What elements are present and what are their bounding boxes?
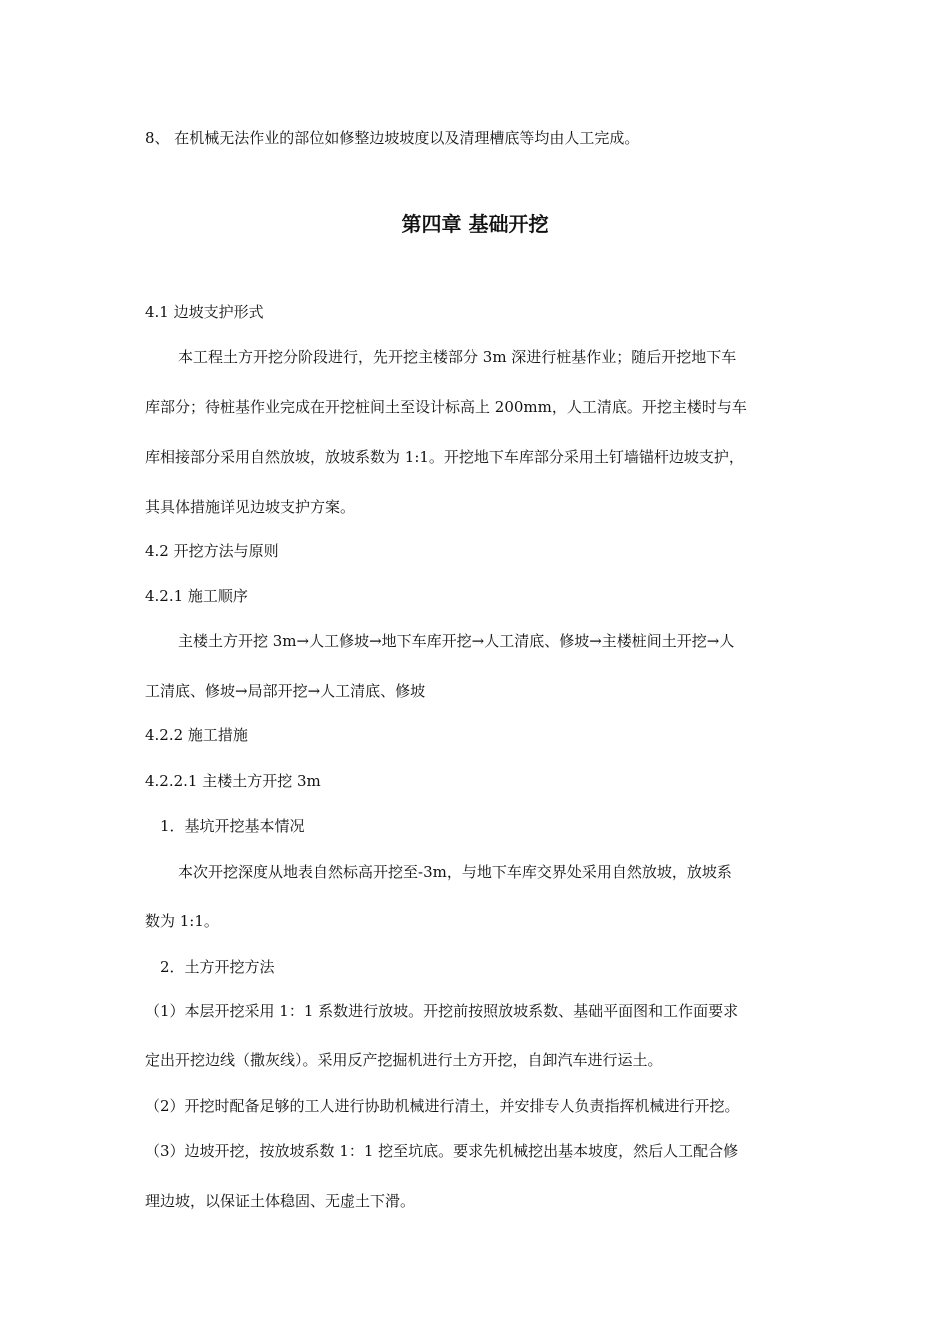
section-4-1-line-2: 库部分；待桩基作业完成在开挖桩间土至设计标高上 200mm，人工清底。开挖主楼时与车 <box>145 398 747 416</box>
sequence-line-1: 主楼土方开挖 3m→人工修坡→地下车库开挖→人工清底、修坡→主楼桩间土开挖→人 <box>178 632 735 650</box>
section-4-2-2-1-heading: 4.2.2.1 主楼土方开挖 3m <box>145 772 321 790</box>
section-4-2-heading: 4.2 开挖方法与原则 <box>145 542 279 560</box>
point-2-heading: 2．土方开挖方法 <box>160 958 275 976</box>
point-1-line-1: 本次开挖深度从地表自然标高开挖至-3m，与地下车库交界处采用自然放坡，放坡系 <box>178 863 732 881</box>
section-4-1-heading: 4.1 边坡支护形式 <box>145 303 264 321</box>
section-4-1-line-3: 库相接部分采用自然放坡，放坡系数为 1:1。开挖地下车库部分采用土钉墙锚杆边坡支护， <box>145 448 744 466</box>
point-1-heading: 1．基坑开挖基本情况 <box>160 817 305 835</box>
section-4-1-line-1: 本工程土方开挖分阶段进行，先开挖主楼部分 3m 深进行桩基作业；随后开挖地下车 <box>178 348 737 366</box>
point-1-line-2: 数为 1:1。 <box>145 912 219 930</box>
method-item-1-line-1: （1）本层开挖采用 1：1 系数进行放坡。开挖前按照放坡系数、基础平面图和工作面要求 <box>145 1002 739 1020</box>
item-8-text: 8、 在机械无法作业的部位如修整边坡坡度以及清理槽底等均由人工完成。 <box>145 129 640 147</box>
method-item-3-line-2: 理边坡，以保证土体稳固、无虚土下滑。 <box>145 1192 416 1210</box>
method-item-1-line-2: 定出开挖边线（撒灰线）。采用反产挖掘机进行土方开挖，自卸汽车进行运土。 <box>145 1051 663 1069</box>
chapter-title: 第四章 基础开挖 <box>401 212 549 236</box>
method-item-3-line-1: （3）边坡开挖，按放坡系数 1：1 挖至坑底。要求先机械挖出基本坡度，然后人工配合修 <box>145 1142 739 1160</box>
section-4-1-line-4: 其具体措施详见边坡支护方案。 <box>145 498 356 516</box>
section-4-2-1-heading: 4.2.1 施工顺序 <box>145 587 248 605</box>
method-item-2: （2）开挖时配备足够的工人进行协助机械进行清土，并安排专人负责指挥机械进行开挖。 <box>145 1097 740 1115</box>
section-4-2-2-heading: 4.2.2 施工措施 <box>145 726 248 744</box>
sequence-line-2: 工清底、修坡→局部开挖→人工清底、修坡 <box>145 682 426 700</box>
